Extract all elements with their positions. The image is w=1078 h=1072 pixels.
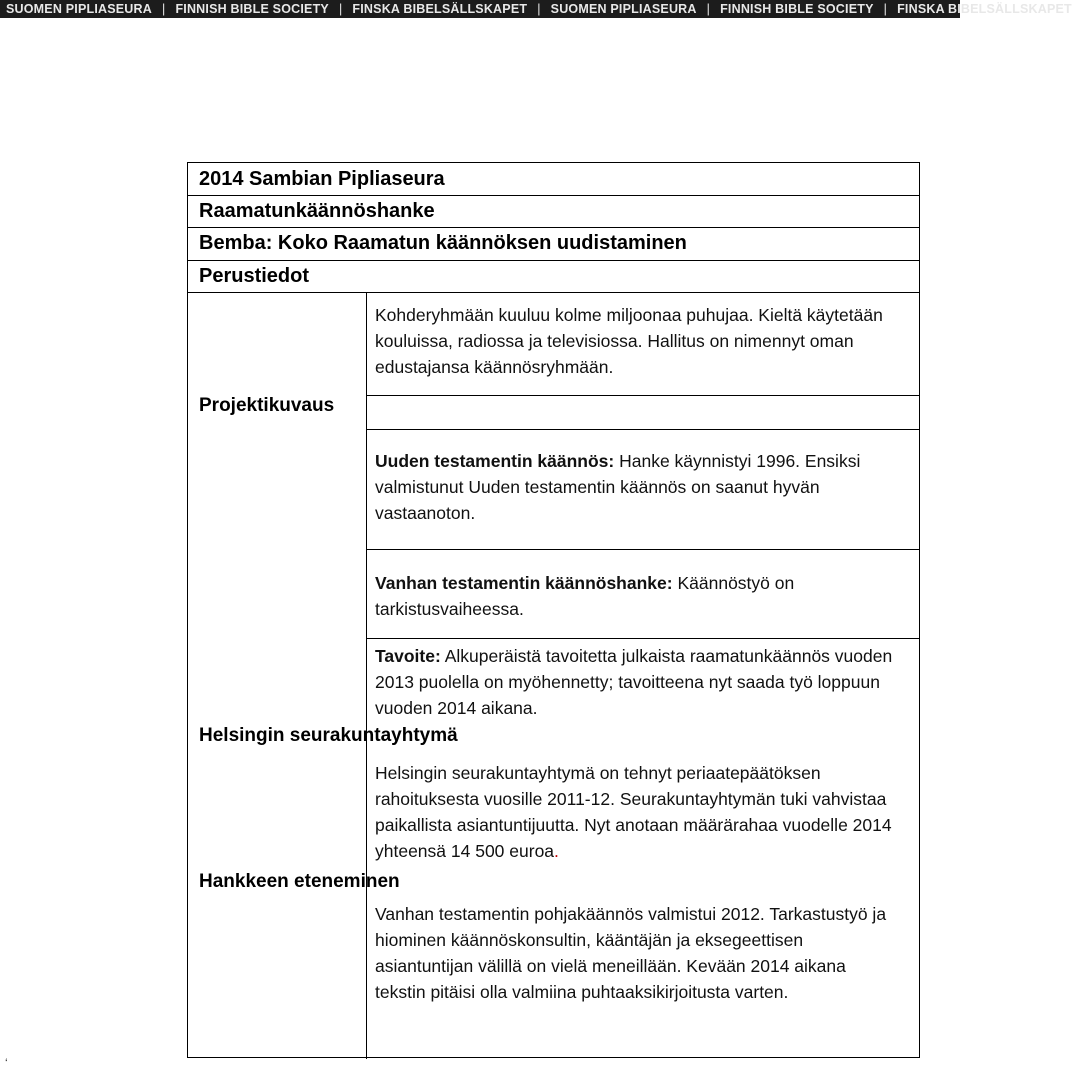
header-item: FINSKA BIBELSÄLLSKAPET xyxy=(897,2,1072,16)
eteneminen-text: Vanhan testamentin pohjakäännös valmistui 2012. Tarkastustyö ja hiominen käännöskonsultin, kääntäjän ja eksegeettisen asiantuntijan välillä on vielä meneillään. Kevään 2014 aikana tekstin pitäisi olla valmiina puhtaaksikirjoitusta varten. xyxy=(375,904,887,1002)
header-item: FINNISH BIBLE SOCIETY xyxy=(175,2,329,16)
seurakuntayhtyma-text: Helsingin seurakuntayhtymä on tehnyt periaatepäätöksen rahoituksesta vuosille 2011-12. Seurakuntayhtymän tuki vahvistaa paikallista asiantuntijuutta. Nyt anotaan määrärahaa vuodelle 2014 yhteensä 14 500 euroa xyxy=(375,763,892,861)
table-title-row: 2014 Sambian Pipliaseura xyxy=(188,163,919,196)
ut-paragraph xyxy=(375,448,901,526)
header-separator: | xyxy=(537,2,541,16)
header-item: SUOMEN PIPLIASEURA xyxy=(6,2,152,16)
header-item: FINSKA BIBELSÄLLSKAPET xyxy=(352,2,528,16)
cell-divider xyxy=(366,638,919,639)
header-separator: | xyxy=(706,2,711,16)
seurakuntayhtyma-label: Helsingin seurakuntayhtymä xyxy=(199,725,458,746)
tavoite-paragraph xyxy=(375,643,901,721)
header-item: SUOMEN PIPLIASEURA xyxy=(550,2,697,16)
vt-text: Käännöstyö on tarkistusvaiheessa. xyxy=(375,573,795,619)
header-separator: | xyxy=(161,2,166,16)
vt-paragraph xyxy=(375,570,901,622)
project-table xyxy=(187,162,920,1058)
cell-divider xyxy=(366,429,919,430)
eteneminen-label: Hankkeen eteneminen xyxy=(199,871,400,892)
tavoite-text: Alkuperäistä tavoitetta julkaista raamatunkäännös vuoden 2013 puolella on myöhennetty; tavoitteena nyt saada työ loppuun vuoden 2014 aikana. xyxy=(375,646,893,718)
page-header-banner xyxy=(0,0,1072,18)
table-title-row: Raamatunkäännöshanke xyxy=(188,196,919,228)
end-mark: . xyxy=(554,841,559,861)
ut-heading: Uuden testamentin käännös: xyxy=(375,451,615,471)
vt-heading: Vanhan testamentin käännöshanke: xyxy=(375,573,673,593)
header-item: FINNISH BIBLE SOCIETY xyxy=(720,2,874,16)
cell-divider xyxy=(366,395,919,396)
table-section-row: Perustiedot xyxy=(188,261,919,293)
table-title-row: Bemba: Koko Raamatun käännöksen uudistaminen xyxy=(188,228,919,261)
ut-text: Hanke käynnistyi 1996. Ensiksi valmistunut Uuden testamentin käännös on saanut hyvän vastaanoton. xyxy=(375,451,861,523)
perustiedot-text: Kohderyhmään kuuluu kolme miljoonaa puhujaa. Kieltä käytetään kouluissa, radiossa ja televisiossa. Hallitus on nimennyt oman edustajansa käännösryhmään. xyxy=(375,305,883,377)
header-separator: | xyxy=(883,2,888,16)
tavoite-heading: Tavoite: xyxy=(375,646,441,666)
cell-divider xyxy=(366,549,919,550)
projektikuvaus-label: Projektikuvaus xyxy=(199,395,335,416)
footer-mark: ‘ xyxy=(5,1056,8,1070)
header-separator: | xyxy=(338,2,343,16)
seurakuntayhtyma-paragraph xyxy=(375,760,901,864)
column-divider xyxy=(366,293,367,1059)
